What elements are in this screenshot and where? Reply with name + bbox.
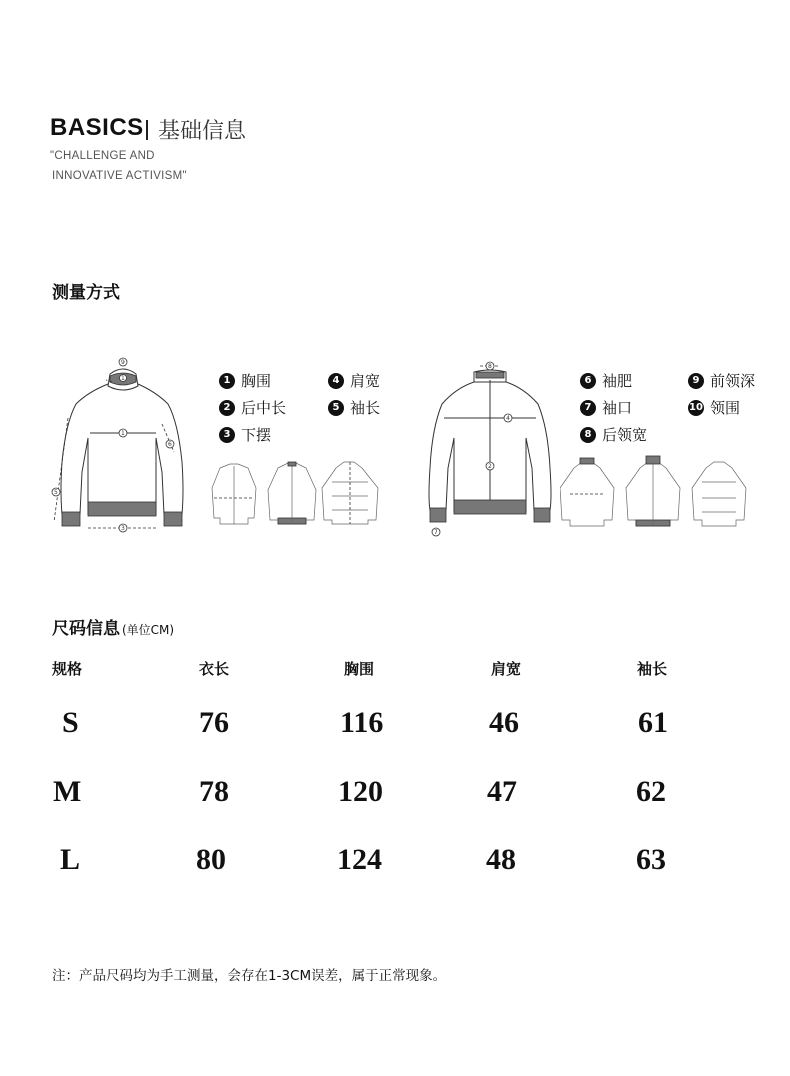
table-cell-chest: 116 bbox=[340, 706, 384, 739]
legend-number-badge: 10 bbox=[688, 400, 704, 416]
size-info-heading: 尺码信息 bbox=[52, 619, 120, 639]
size-unit-label: (单位CM) bbox=[122, 623, 175, 637]
legend-label: 后中长 bbox=[241, 399, 287, 417]
table-cell-sleeve: 62 bbox=[636, 775, 666, 808]
measurement-note: 注：产品尺码均为手工测量，会存在1-3CM误差，属于正常现象。 bbox=[52, 968, 447, 984]
legend-item-sleeve-width bbox=[580, 370, 632, 391]
legend-label: 肩宽 bbox=[350, 372, 381, 390]
table-cell-sleeve: 61 bbox=[638, 706, 668, 739]
table-cell-size: L bbox=[60, 843, 81, 876]
sweater-measurement-diagram bbox=[48, 352, 198, 542]
svg-text:1: 1 bbox=[121, 375, 125, 382]
legend-number-badge: 2 bbox=[219, 400, 235, 416]
legend-label: 袖肥 bbox=[602, 372, 633, 390]
size-info-title bbox=[52, 614, 174, 639]
legend-item-cuff bbox=[580, 397, 632, 418]
legend-number-badge: 4 bbox=[328, 373, 344, 389]
svg-text:9: 9 bbox=[121, 359, 125, 366]
table-cell-shoulder: 46 bbox=[489, 706, 519, 739]
svg-text:4: 4 bbox=[506, 415, 510, 422]
svg-text:3: 3 bbox=[121, 525, 125, 532]
table-header-chest: 胸围 bbox=[344, 660, 375, 678]
legend-item-chest bbox=[219, 370, 271, 391]
table-cell-size: M bbox=[53, 775, 82, 808]
legend-number-badge: 7 bbox=[580, 400, 596, 416]
svg-text:7: 7 bbox=[434, 529, 438, 536]
svg-text:8: 8 bbox=[488, 363, 492, 370]
table-cell-length: 76 bbox=[199, 706, 229, 739]
svg-text:5: 5 bbox=[54, 489, 58, 496]
table-cell-shoulder: 48 bbox=[486, 843, 516, 876]
legend-label: 领围 bbox=[710, 399, 741, 417]
legend-item-sleeve-length bbox=[328, 397, 380, 418]
sweater-back-measurement-diagram bbox=[422, 358, 558, 542]
legend-label: 下摆 bbox=[241, 426, 272, 444]
legend-item-back-length bbox=[219, 397, 286, 418]
table-cell-size: S bbox=[62, 706, 79, 739]
legend-label: 袖口 bbox=[602, 399, 633, 417]
table-header-size: 规格 bbox=[52, 660, 83, 678]
table-header-length: 衣长 bbox=[199, 660, 230, 678]
legend-item-hem bbox=[219, 424, 271, 445]
legend-label: 胸围 bbox=[241, 372, 272, 390]
table-header-sleeve: 袖长 bbox=[637, 660, 668, 678]
table-cell-length: 78 bbox=[199, 775, 229, 808]
table-cell-chest: 120 bbox=[338, 775, 383, 808]
section-heading-basics: 基础信息 bbox=[158, 119, 247, 144]
legend-number-badge: 1 bbox=[219, 373, 235, 389]
slogan-line-1: "CHALLENGE AND bbox=[50, 150, 155, 162]
svg-text:6: 6 bbox=[168, 441, 172, 448]
garment-thumbnails-right bbox=[560, 454, 760, 536]
svg-text:1: 1 bbox=[121, 430, 125, 437]
legend-item-front-neck-depth bbox=[688, 370, 755, 391]
legend-number-badge: 3 bbox=[219, 427, 235, 443]
legend-label: 袖长 bbox=[350, 399, 381, 417]
legend-label: 前领深 bbox=[710, 372, 756, 390]
brand-logo-text: BASICS bbox=[50, 114, 144, 141]
table-header-shoulder: 肩宽 bbox=[491, 660, 522, 678]
slogan-line-2: INNOVATIVE ACTIVISM" bbox=[52, 170, 187, 182]
measurement-title: 测量方式 bbox=[52, 283, 120, 303]
svg-text:2: 2 bbox=[488, 463, 492, 470]
legend-item-back-neck-width bbox=[580, 424, 647, 445]
legend-number-badge: 8 bbox=[580, 427, 596, 443]
table-cell-length: 80 bbox=[196, 843, 226, 876]
table-cell-sleeve: 63 bbox=[636, 843, 666, 876]
table-cell-shoulder: 47 bbox=[487, 775, 517, 808]
legend-number-badge: 9 bbox=[688, 373, 704, 389]
legend-item-neck-circumference bbox=[688, 397, 740, 418]
brand-divider bbox=[146, 120, 148, 140]
legend-item-shoulder bbox=[328, 370, 380, 391]
legend-number-badge: 5 bbox=[328, 400, 344, 416]
garment-thumbnails-left bbox=[200, 458, 390, 536]
table-cell-chest: 124 bbox=[337, 843, 382, 876]
legend-label: 后领宽 bbox=[602, 426, 648, 444]
legend-number-badge: 6 bbox=[580, 373, 596, 389]
